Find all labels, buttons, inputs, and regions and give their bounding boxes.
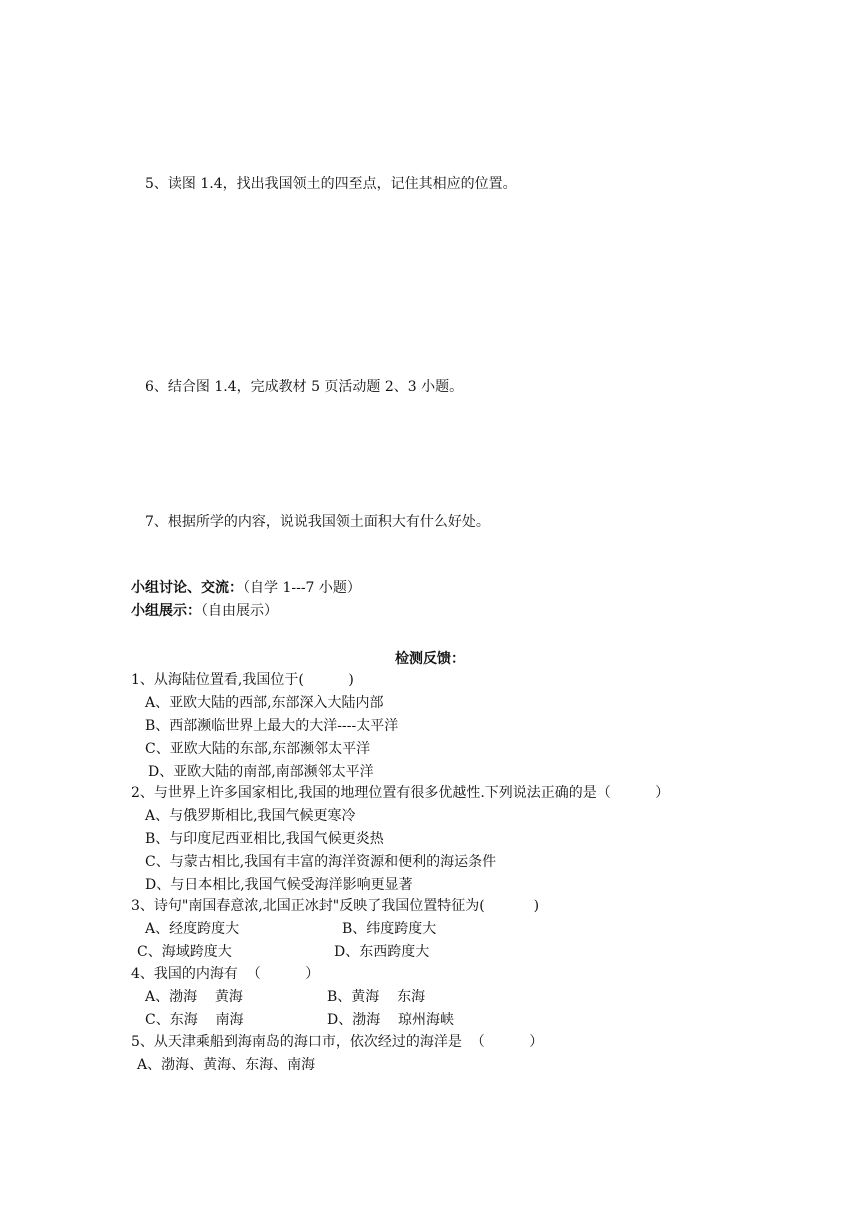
question-4-option-d: D、渤海 琼州海峡 xyxy=(327,1012,455,1028)
task-5: 5、读图 1.4，找出我国领土的四至点，记住其相应的位置。 xyxy=(145,176,517,192)
task-7: 7、根据所学的内容，说说我国领土面积大有什么好处。 xyxy=(145,514,490,530)
question-2-option-d: D、与日本相比,我国气候受海洋影响更显著 xyxy=(145,877,413,893)
task-6: 6、结合图 1.4，完成教材 5 页活动题 2、3 小题。 xyxy=(145,379,464,395)
feedback-title: 检测反馈： xyxy=(395,651,465,667)
group-discussion-label: 小组讨论、交流： xyxy=(131,580,243,596)
question-1-option-b: B、西部濒临世界上最大的大洋----太平洋 xyxy=(145,718,399,734)
question-1-stem: 1、从海陆位置看,我国位于( ) xyxy=(131,672,354,688)
group-discussion-note: （自学 1---7 小题） xyxy=(243,580,361,596)
question-3-stem: 3、诗句"南国春意浓,北国正冰封"反映了我国位置特征为( ) xyxy=(131,898,540,914)
question-3-option-d: D、东西跨度大 xyxy=(334,944,430,960)
group-showcase-label: 小组展示： xyxy=(131,603,201,619)
question-1-option-d: D、亚欧大陆的南部,南部濒邻太平洋 xyxy=(148,764,374,780)
question-2-option-a: A、与俄罗斯相比,我国气候更寒冷 xyxy=(145,808,356,824)
question-2-option-c: C、与蒙古相比,我国有丰富的海洋资源和便利的海运条件 xyxy=(145,854,497,870)
question-4-option-b: B、黄海 东海 xyxy=(327,989,426,1005)
question-5-option-a: A、渤海、黄海、东海、南海 xyxy=(137,1057,316,1073)
question-3-option-c: C、海域跨度大 xyxy=(137,944,232,960)
question-4-option-a: A、渤海 黄海 xyxy=(145,989,243,1005)
question-1-option-c: C、亚欧大陆的东部,东部濒邻太平洋 xyxy=(145,741,371,757)
group-discussion xyxy=(131,579,361,597)
question-3-option-b: B、纬度跨度大 xyxy=(342,921,437,937)
group-showcase xyxy=(131,602,278,620)
question-1-option-a: A、亚欧大陆的西部,东部深入大陆内部 xyxy=(145,695,384,711)
question-3-option-a: A、经度跨度大 xyxy=(145,921,240,937)
group-showcase-note: （自由展示） xyxy=(201,603,278,619)
question-2-option-b: B、与印度尼西亚相比,我国气候更炎热 xyxy=(145,831,384,847)
question-5-stem: 5、从天津乘船到海南岛的海口市，依次经过的海洋是 （ ） xyxy=(131,1034,544,1050)
question-4-stem: 4、我国的内海有 （ ） xyxy=(131,966,320,982)
question-4-option-c: C、东海 南海 xyxy=(145,1012,244,1028)
question-2-stem: 2、与世界上许多国家相比,我国的地理位置有很多优越性.下列说法正确的是（ ） xyxy=(131,785,670,801)
